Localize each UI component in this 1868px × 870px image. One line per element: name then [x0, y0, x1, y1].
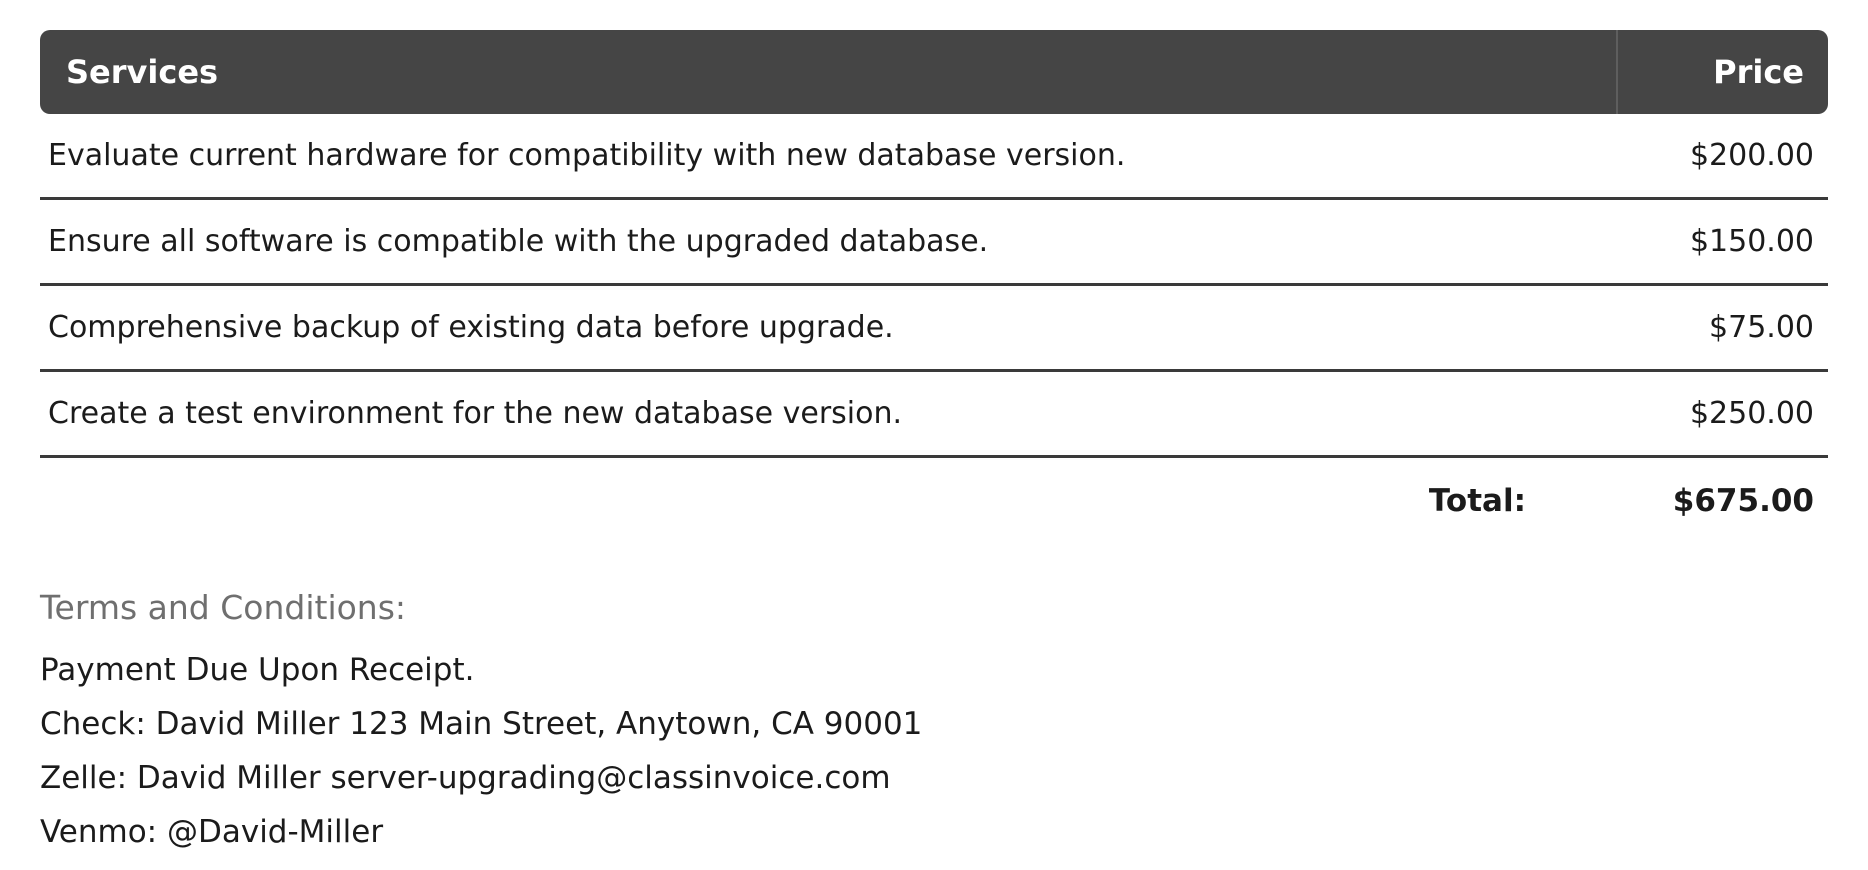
- table-row: [40, 286, 1828, 372]
- price-cell: $150.00: [1689, 224, 1814, 259]
- service-cell: Ensure all software is compatible with the upgraded database.: [48, 224, 989, 259]
- services-table: [40, 30, 1828, 544]
- service-cell: Create a test environment for the new database version.: [48, 396, 903, 431]
- price-column-header: Price: [1616, 30, 1828, 114]
- services-column-header: Services: [66, 53, 219, 91]
- service-cell: Comprehensive backup of existing data before upgrade.: [48, 310, 894, 345]
- terms-line-venmo: Venmo: @David-Miller: [40, 814, 384, 850]
- total-row: [40, 458, 1828, 544]
- terms-line-zelle: Zelle: David Miller server-upgrading@classinvoice.com: [40, 760, 891, 796]
- terms-line-payment: Payment Due Upon Receipt.: [40, 652, 475, 688]
- table-row: [40, 200, 1828, 286]
- price-cell: $75.00: [1709, 310, 1814, 345]
- service-cell: Evaluate current hardware for compatibility with new database version.: [48, 138, 1126, 173]
- table-row: [40, 114, 1828, 200]
- total-value: $675.00: [1672, 483, 1814, 519]
- table-header-row: [40, 30, 1828, 114]
- terms-heading: Terms and Conditions:: [40, 588, 407, 627]
- terms-line-check: Check: David Miller 123 Main Street, Anytown, CA 90001: [40, 706, 923, 742]
- total-label: Total:: [1428, 483, 1526, 519]
- table-row: [40, 372, 1828, 458]
- terms-section: [40, 588, 1828, 859]
- price-cell: $250.00: [1689, 396, 1814, 431]
- price-cell: $200.00: [1689, 138, 1814, 173]
